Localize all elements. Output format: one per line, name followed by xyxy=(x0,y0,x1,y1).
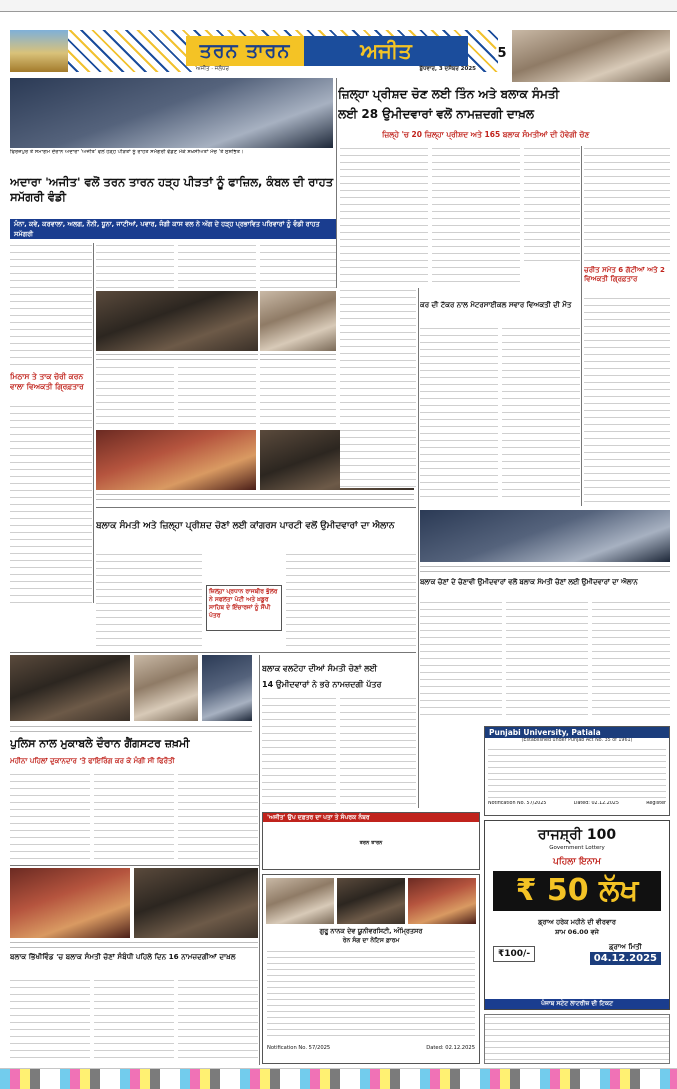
lottery-draw-time: ਸ਼ਾਮ 06.00 ਵਜੇ xyxy=(555,927,599,936)
relief-photo-3 xyxy=(96,430,256,490)
lottery-footer: ਪੰਜਾਬ ਸਟੇਟ ਲਾਟਰੀਜ਼ ਦੀ ਟਿਕਟ xyxy=(485,999,669,1009)
police-photo-2 xyxy=(134,655,198,721)
lottery-first-prize-label: ਪਹਿਲਾ ਇਨਾਮ xyxy=(553,856,601,867)
valtoha-body-1 xyxy=(262,696,336,808)
right-story-body-2 xyxy=(432,146,520,284)
block-body-2 xyxy=(506,600,588,718)
bhikhiwind-body-3 xyxy=(178,978,258,1064)
gndu-body xyxy=(267,949,475,1041)
masthead-date: ਬੁੱਧਵਾਰ, 3 ਦਸੰਬਰ 2025 xyxy=(419,66,476,72)
police-headline: ਪੁਲਿਸ ਨਾਲ ਮੁਕਾਬਲੇ ਦੌਰਾਨ ਗੈਂਗਸਟਰ ਜ਼ਖ਼ਮੀ xyxy=(10,737,190,750)
lottery-price: ₹100/- xyxy=(493,946,535,962)
print-bottom-bar xyxy=(0,1068,677,1089)
university-footer-mid: Notification No. 57/2025 xyxy=(488,800,547,806)
right-headline-1: ਜ਼ਿਲ੍ਹਾ ਪ੍ਰੀਸ਼ਦ ਚੋਣ ਲਈ ਤਿੰਨ ਅਤੇ ਬਲਾਕ ਸੰਮਤੀ xyxy=(338,87,560,101)
relief-photo-1-caption xyxy=(96,352,258,362)
column-rule xyxy=(259,655,260,1065)
column-rule xyxy=(336,78,337,288)
university-footer-left: Dated: 02.12.2025 xyxy=(573,800,619,806)
masthead-city: ਅਜੀਤ · ਜਲੰਧਰ xyxy=(196,66,229,72)
stage-photo-caption: ਫਿਰੋਜ਼ਪੁਰ ਤੇ ਸਮਾਗਮ ਦੌਰਾਨ ਅਦਾਰਾ 'ਅਜੀਤ' ਵਲੋਂ ਹੜ੍ਹ ਪੀੜਤਾਂ ਨੂੰ ਰਾਹਤ ਸਮੱਗਰੀ ਵੰਡਣ ਮੌਕੇ ਸ਼ਖ਼ਸੀਅਤਾਂ ਮੰਚ 'ਤੇ ਸੁਸ਼ੋਭਿਤ। xyxy=(10,149,244,155)
gndu-notice-date: Dated: 02.12.2025 xyxy=(426,1045,475,1051)
gndu-photo-1 xyxy=(266,878,334,924)
masthead-title-right: ਅਜੀਤ xyxy=(304,36,468,66)
masthead-ad-photo xyxy=(512,30,670,82)
lottery-ad xyxy=(484,820,670,1010)
arrest-headline: ਚਰੀਤ ਸਮੇਤ 6 ਗੱਟੀਆਂ ਅਤੇ 2 ਵਿਅਕਤੀ ਗ੍ਰਿਫ਼ਤਾਰ xyxy=(584,266,665,283)
ajit-office-label: ਤਰਨ ਤਾਰਨ xyxy=(359,840,383,846)
drugs-body xyxy=(10,404,92,604)
theft-body-1 xyxy=(420,326,498,502)
block-body-3 xyxy=(592,600,670,718)
arrest-body xyxy=(584,296,670,504)
lead-body-col4 xyxy=(260,243,336,289)
section-rule xyxy=(96,507,416,508)
bhikhiwind-body-1 xyxy=(10,978,90,1064)
section-rule xyxy=(10,652,416,653)
congress-body-1 xyxy=(96,552,202,650)
theft-body-2 xyxy=(502,326,580,502)
print-registration-bar xyxy=(0,0,677,12)
ajit-office-box xyxy=(262,812,480,870)
gndu-photo-3 xyxy=(408,878,476,924)
gndu-notice-number: Notification No. 57/2025 xyxy=(267,1045,331,1051)
valtoha-headline-1: ਬਲਾਕ ਵਲਟੋਹਾ ਦੀਆਂ ਸੰਮਤੀ ਚੋਣਾਂ ਲਈ xyxy=(262,664,378,673)
bhikhiwind-caption xyxy=(10,940,258,949)
police-body-2 xyxy=(94,772,174,864)
gndu-photo-2 xyxy=(337,878,405,924)
right-headline-2: ਲਈ 28 ਉਮੀਦਵਾਰਾਂ ਵਲੋਂ ਨਾਮਜ਼ਦਗੀ ਦਾਖ਼ਲ xyxy=(338,107,535,121)
police-photo-3 xyxy=(202,655,252,721)
gndu-notice xyxy=(262,874,480,1064)
right-story-body-1 xyxy=(340,146,428,284)
right-subhead: ਜ਼ਿਲ੍ਹੇ 'ਚ 20 ਜ਼ਿਲ੍ਹਾ ਪ੍ਰੀਸ਼ਦ ਅਤੇ 165 ਬਲਾਕ ਸੰਮਤੀਆਂ ਦੀ ਹੋਵੇਗੀ ਚੋਣ xyxy=(382,130,590,139)
university-title: Punjabi University, Patiala xyxy=(485,727,669,738)
lead-banner: ਮੰਨਾ, ਕਵੇ, ਕਰਵਾਲਾ, ਅਲਗ, ਨੌਨੀ, ਧੂਨਾ, ਜਾਟੀਆਂ, ਪਵਾਰ, ਜੰਗੀ ਕਾਸ ਵਲ ਨੇ ਅੱਗ ਦੇ ਹੜ੍ਹ ਪ੍ਰਭਾਵਿਤ ਪਰਿਵਾਰਾਂ ਨੂੰ ਵੰਡੀ ਰਾਹਤ ਸਮੱਗਰੀ xyxy=(10,219,336,239)
gndu-photo-row xyxy=(263,875,479,927)
valtoha-body-2 xyxy=(340,696,416,808)
valtoha-headline-2: 14 ਉਮੀਦਵਾਰਾਂ ਨੇ ਭਰੇ ਨਾਮਜ਼ਦਗੀ ਪੱਤਰ xyxy=(262,680,382,689)
police-body-1 xyxy=(10,772,90,864)
bhikhiwind-photo-1 xyxy=(10,868,130,938)
gndu-footer xyxy=(263,1045,479,1052)
congress-headline: ਬਲਾਕ ਸੰਮਤੀ ਅਤੇ ਜ਼ਿਲ੍ਹਾ ਪ੍ਰੀਸ਼ਦ ਚੋਣਾਂ ਲਈ ਕਾਂਗਰਸ ਪਾਰਟੀ ਵਲੋਂ ਉਮੀਦਵਾਰਾਂ ਦਾ ਐਲਾਨ xyxy=(96,521,395,531)
stage-ceremony-photo xyxy=(10,78,333,148)
university-body xyxy=(488,747,666,799)
masthead-dateline xyxy=(196,66,476,74)
block-candidates-photo xyxy=(420,510,670,562)
right-story-body-4 xyxy=(584,146,670,264)
golden-temple-photo xyxy=(10,30,68,72)
relief-photo-2-caption xyxy=(260,352,336,362)
drugs-headline: ਮਿਠਾਸ ਤੇ ਤਾਕ ਚੋਰੀ ਕਰਨ ਵਾਲਾ ਵਿਅਕਤੀ ਗ੍ਰਿਫ਼ਤਾਰ xyxy=(10,372,84,391)
university-sub: (Established under Punjab Act No. 35 of 1961) xyxy=(521,738,633,743)
lottery-draw-date: 04.12.2025 xyxy=(590,952,661,965)
lead-body-col6 xyxy=(178,365,256,427)
bhikhiwind-body-2 xyxy=(94,978,174,1064)
block-headline: ਬਲਾਕ ਚੋਣਾਂ ਦੇ ਚੋਣਾਵੀ ਉਮੀਦਵਾਰਾਂ ਵਲੋਂ ਬਲਾਕ ਸੰਮਤੀ ਚੋਣਾਂ ਲਈ ਉਮੀਦਵਾਰਾਂ ਦਾ ਐਲਾਨ xyxy=(420,578,638,586)
column-rule xyxy=(581,146,582,506)
mid-body-left xyxy=(340,288,416,488)
column-rule xyxy=(93,243,94,603)
lead-body-col5 xyxy=(96,365,174,427)
bhikhiwind-photo-2 xyxy=(134,868,258,938)
police-body-3 xyxy=(178,772,258,864)
lottery-brand: ਰਾਜਸ਼੍ਰੀ 100 xyxy=(537,827,617,843)
masthead-title-left: ਤਰਨ ਤਾਰਨ xyxy=(186,36,304,66)
lottery-draw-text: ਡ੍ਰਾਅ ਹਰੇਕ ਮਹੀਨੇ ਦੀ ਵੀਰਵਾਰ xyxy=(538,917,616,926)
relief-photo-2 xyxy=(260,291,336,351)
university-register: Register xyxy=(646,800,666,806)
page-number: 5 xyxy=(494,46,510,62)
lottery-amount: ₹ 50 ਲੱਖ xyxy=(493,871,661,911)
gndu-sub: ਰੇਨ ਸੰਗ ਦਾ ਨੋਟਿਸ ਫ਼ਾਰਮ xyxy=(342,937,400,944)
lottery-date-block xyxy=(590,943,661,965)
lottery-sub: Government Lottery xyxy=(549,845,605,851)
block-body-1 xyxy=(420,600,502,718)
ajit-office-title: 'ਅਜੀਤ' ਉਪ ਦਫ਼ਤਰ ਦਾ ਪਤਾ ਤੇ ਸੰਪਰਕ ਨੰਬਰ xyxy=(263,813,479,822)
police-subhead: ਮਹੀਨਾ ਪਹਿਲਾਂ ਦੁਕਾਨਦਾਰ 'ਤੇ ਫਾਇਰਿੰਗ ਕਰ ਕੇ ਮੰਗੀ ਸੀ ਫਿਰੌਤੀ xyxy=(10,757,175,765)
university-footer xyxy=(485,801,669,808)
lead-body-col7 xyxy=(260,365,336,427)
relief-photo-1 xyxy=(96,291,258,351)
lead-headline: ਅਦਾਰਾ 'ਅਜੀਤ' ਵਲੋਂ ਤਰਨ ਤਾਰਨ ਹੜ੍ਹ ਪੀੜਤਾਂ ਨੂੰ ਫਾਜ਼ਿਲ, ਕੰਬਲ ਦੀ ਰਾਹਤ ਸਮੱਗਰੀ ਵੰਡੀ xyxy=(10,175,334,204)
congress-boxed-quote: ਜ਼ਿਲ੍ਹਾ ਪ੍ਰਧਾਨ ਰਾਜਬੀਰ ਭੁੱਲਰ ਨੇ ਸਫਲਤਾ ਪੱਟੀ ਅਤੇ ਖ਼ਡੂਰ ਸਾਹਿਬ ਦੇ ਇੰਚਾਰਜਾਂ ਨੂੰ ਸੌਂਪੀ ਪੱਤਰ xyxy=(206,585,282,631)
relief-photo-3-caption xyxy=(96,492,414,502)
theft-headline: ਕਰ ਦੀ ਟੱਕਰ ਨਾਲ ਮੋਟਰਸਾਈਕਲ ਸਵਾਰ ਵਿਅਕਤੀ ਦੀ ਮੌਤ xyxy=(420,301,572,309)
section-rule xyxy=(10,865,260,866)
lead-body-col2 xyxy=(96,243,174,289)
police-photo-1 xyxy=(10,655,130,721)
right-story-body-3 xyxy=(524,146,580,264)
gndu-title: ਗੁਰੂ ਨਾਨਕ ਦੇਵ ਯੂਨੀਵਰਸਿਟੀ, ਅੰਮ੍ਰਿਤਸਰ xyxy=(319,927,423,935)
university-ad xyxy=(484,726,670,816)
bottom-right-contact xyxy=(484,1014,670,1064)
masthead-title xyxy=(186,36,468,66)
lead-body-col1 xyxy=(10,243,92,369)
congress-body-2 xyxy=(286,552,416,650)
column-rule xyxy=(418,288,419,808)
police-photo-caption xyxy=(10,724,252,733)
lottery-draw-date-label: ਡ੍ਰਾਅ ਮਿਤੀ xyxy=(608,942,642,951)
lottery-price-row xyxy=(485,937,669,965)
bhikhiwind-headline: ਬਲਾਕ ਭਿੱਖੀਵਿੰਡ 'ਚ ਬਲਾਕ ਸੰਮਤੀ ਚੋਣਾਂ ਸੰਬੰਧੀ ਪਹਿਲੇ ਦਿਨ 16 ਨਾਮਜ਼ਦਗੀਆਂ ਦਾਖ਼ਲ xyxy=(10,952,236,961)
lead-body-col3 xyxy=(178,243,256,289)
block-photo-caption xyxy=(420,564,670,574)
